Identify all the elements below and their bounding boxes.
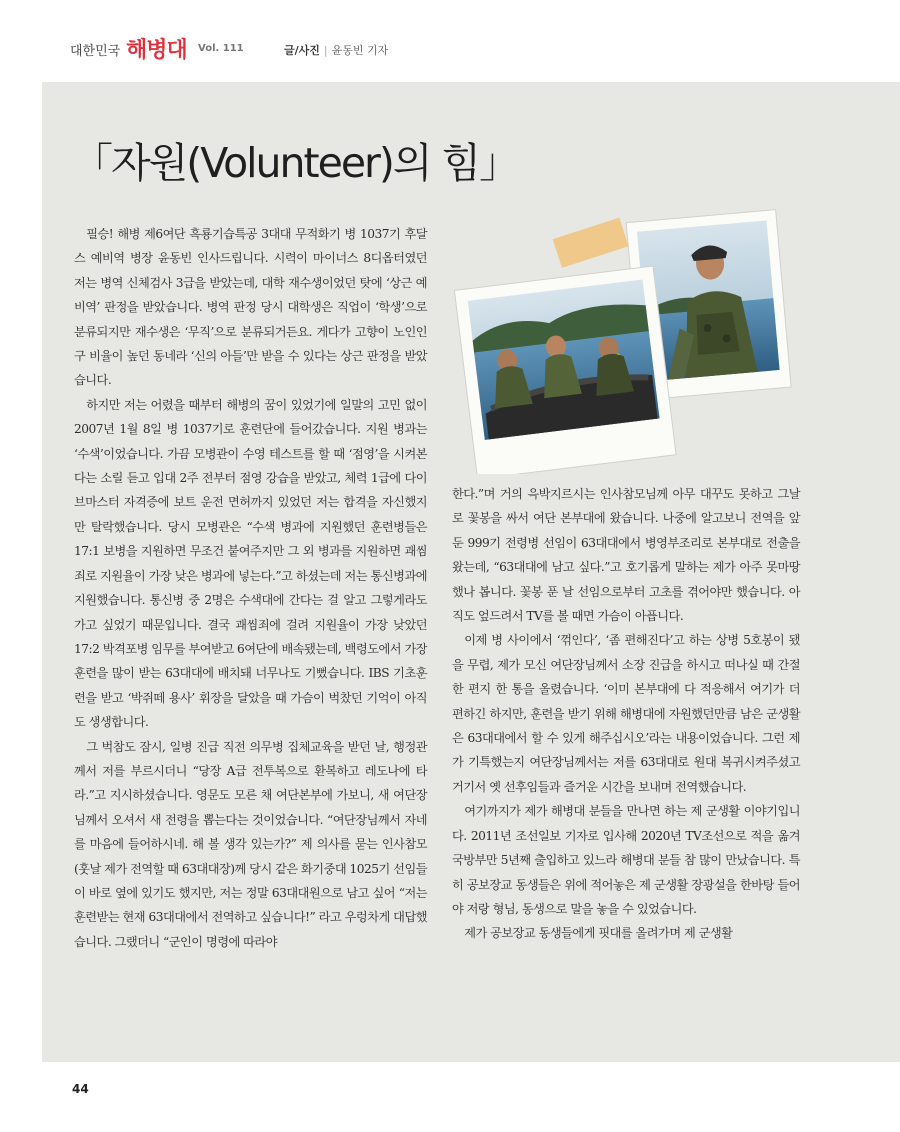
magazine-name: 대한민국 (70, 44, 121, 59)
paragraph: 한다.”며 거의 윽박지르시는 인사참모님께 아무 대꾸도 못하고 그날로 꽃봉을 싸서 여단 본부대에 왔습니다. 나중에 알고보니 전역을 앞둔 999기 전령병 선임이 63대대에서 병영부조리로 본부대로 전출을 왔는데, “63대대에 남고 싶다.”고 호기롭게 말하는 제가 아주 못마땅했나 봅니다. 꽃봉 푼 날 선임으로부터 고초를 겪어야만 했습니다. 아직도 엎드려서 TV를 볼 때면 가슴이 아픕니다. (452, 487, 800, 624)
credit-label: 글/사진 (284, 44, 320, 57)
tape-strip (553, 218, 629, 268)
byline (284, 42, 388, 58)
paragraph: 이제 병 사이에서 ‘꺾인다’, ‘좀 편해진다’고 하는 상병 5호봉이 됐을 무렵, 제가 모신 여단장님께서 소장 진급을 하시고 떠나실 때 간절한 편지 한 통을 올렸습니다. ‘이미 본부대에 다 적응해서 여기가 더 편하긴 하지만, 훈련을 받기 위해 해병대에 자원했던만큼 남은 군생활은 63대대에서 할 수 있게 해주십시오’라는 내용이었습니다. 그런 제가 기특했는지 여단장님께서는 저를 63대대로 원대 복귀시켜주셨고 거기서 옛 선후임들과 즐거운 시간을 보내며 전역했습니다. (452, 633, 800, 794)
photo-front (454, 266, 676, 474)
credit-separator: | (323, 44, 328, 57)
article-title: 「자원(Volunteer)의 힘」 (72, 139, 519, 187)
page-number: 44 (72, 1082, 89, 1096)
paragraph: 필승! 해병 제6여단 흑룡기습특공 3대대 무적화기 병 1037기 후달스 예비역 병장 윤동빈 인사드립니다. 시력이 마이너스 8디옵터였던 저는 병역 신체검사 3급을 받았는데, 대학 재수생이었던 탓에 ‘상근 예비역’ 판정을 받았습니다. 병역 판정 당시 대학생은 직업이 ‘학생’으로 분류되지만 재수생은 ‘무직’으로 분류되거든요. 게다가 고향이 노인인구 비율이 높던 동네라 ‘신의 아들’만 받을 수 있다는 상근 판정을 받았습니다. (74, 227, 427, 388)
paragraph: 그 벅참도 잠시, 일병 진급 직전 의무병 집체교육을 받던 날, 행정관께서 저를 부르시더니 “당장 A급 전투복으로 환복하고 레도나에 타라.”고 지시하셨습니다. 영문도 모른 채 여단본부에 가보니, 새 여단장님께서 오셔서 새 전령을 뽑는다는 것이었습니다. “여단장님께서 자네를 마음에 들어하시네. 해 볼 생각 있는가?” 제 의사를 묻는 인사참모(훗날 제가 전역할 때 63대대장)께 당시 같은 화기중대 1025기 선임들이 바로 옆에 있기도 했지만, 저는 정말 63대대원으로 남고 싶어 “저는 훈련받는 현재 63대대에서 전역하고 싶습니다!” 라고 우렁차게 대답했습니다. 그랬더니 “군인이 명령에 따라야 (74, 739, 427, 949)
volume-number: Vol. 111 (198, 43, 244, 54)
paragraph: 제가 공보장교 동생들에게 핏대를 올려가며 제 군생활 (464, 926, 733, 941)
credit-author: 윤동빈 기자 (331, 44, 389, 57)
magazine-brand: 해병대 (126, 38, 187, 63)
photo-collage (452, 204, 802, 474)
paragraph: 여기까지가 제가 해병대 분들을 만나면 하는 제 군생활 이야기입니다. 2011년 조선일보 기자로 입사해 2020년 TV조선으로 적을 옮겨 국방부만 5년째 출입하고 있느라 해병대 분들 참 많이 만났습니다. 특히 공보장교 동생들은 위에 적어놓은 제 군생활 장광설을 한바탕 들어야 저랑 형님, 동생으로 말을 놓을 수 있었습니다. (452, 804, 800, 916)
paragraph: 하지만 저는 어렸을 때부터 해병의 꿈이 있었기에 일말의 고민 없이 2007년 1월 8일 병 1037기로 훈련단에 들어갔습니다. 지원 병과는 ‘수색’이었습니다. 가끔 모병관이 수영 테스트를 할 때 ‘점영’을 시켜본다는 소릴 듣고 입대 2주 전부터 점영 강습을 받았고, 체력 1급에 다이브마스터 자격증에 보트 운전 면허까지 있었던 저는 합격을 자신했지만 탈락했습니다. 당시 모병관은 “수색 병과에 지원했던 훈련병들은 17:1 보병을 지원하면 무조건 붙여주지만 그 외 병과를 지원하면 괘씸죄로 지원율이 가장 낮은 병과에 넣는다.”고 하셨는데 저는 통신병과에 지원했습니다. 통신병 중 2명은 수색대에 간다는 걸 알고 그렇게라도 가고 싶었기 때문입니다. 결국 괘씸죄에 걸려 지원율이 가장 낮았던 17:2 박격포병 임무를 부여받고 6여단에 배속됐는데, 백령도에서 가장 훈련을 많이 받는 63대대에 배치돼 너무나도 기뻤습니다. IBS 기초훈련을 받고 ‘박쥐떼 용사’ 휘장을 달았을 때 가슴이 벅찼던 기억이 아직도 생생합니다. (74, 397, 427, 730)
article-column-left (74, 222, 427, 954)
polaroid-photo-collage-icon (452, 204, 802, 474)
page-header (0, 0, 900, 82)
article-column-right (452, 482, 800, 946)
